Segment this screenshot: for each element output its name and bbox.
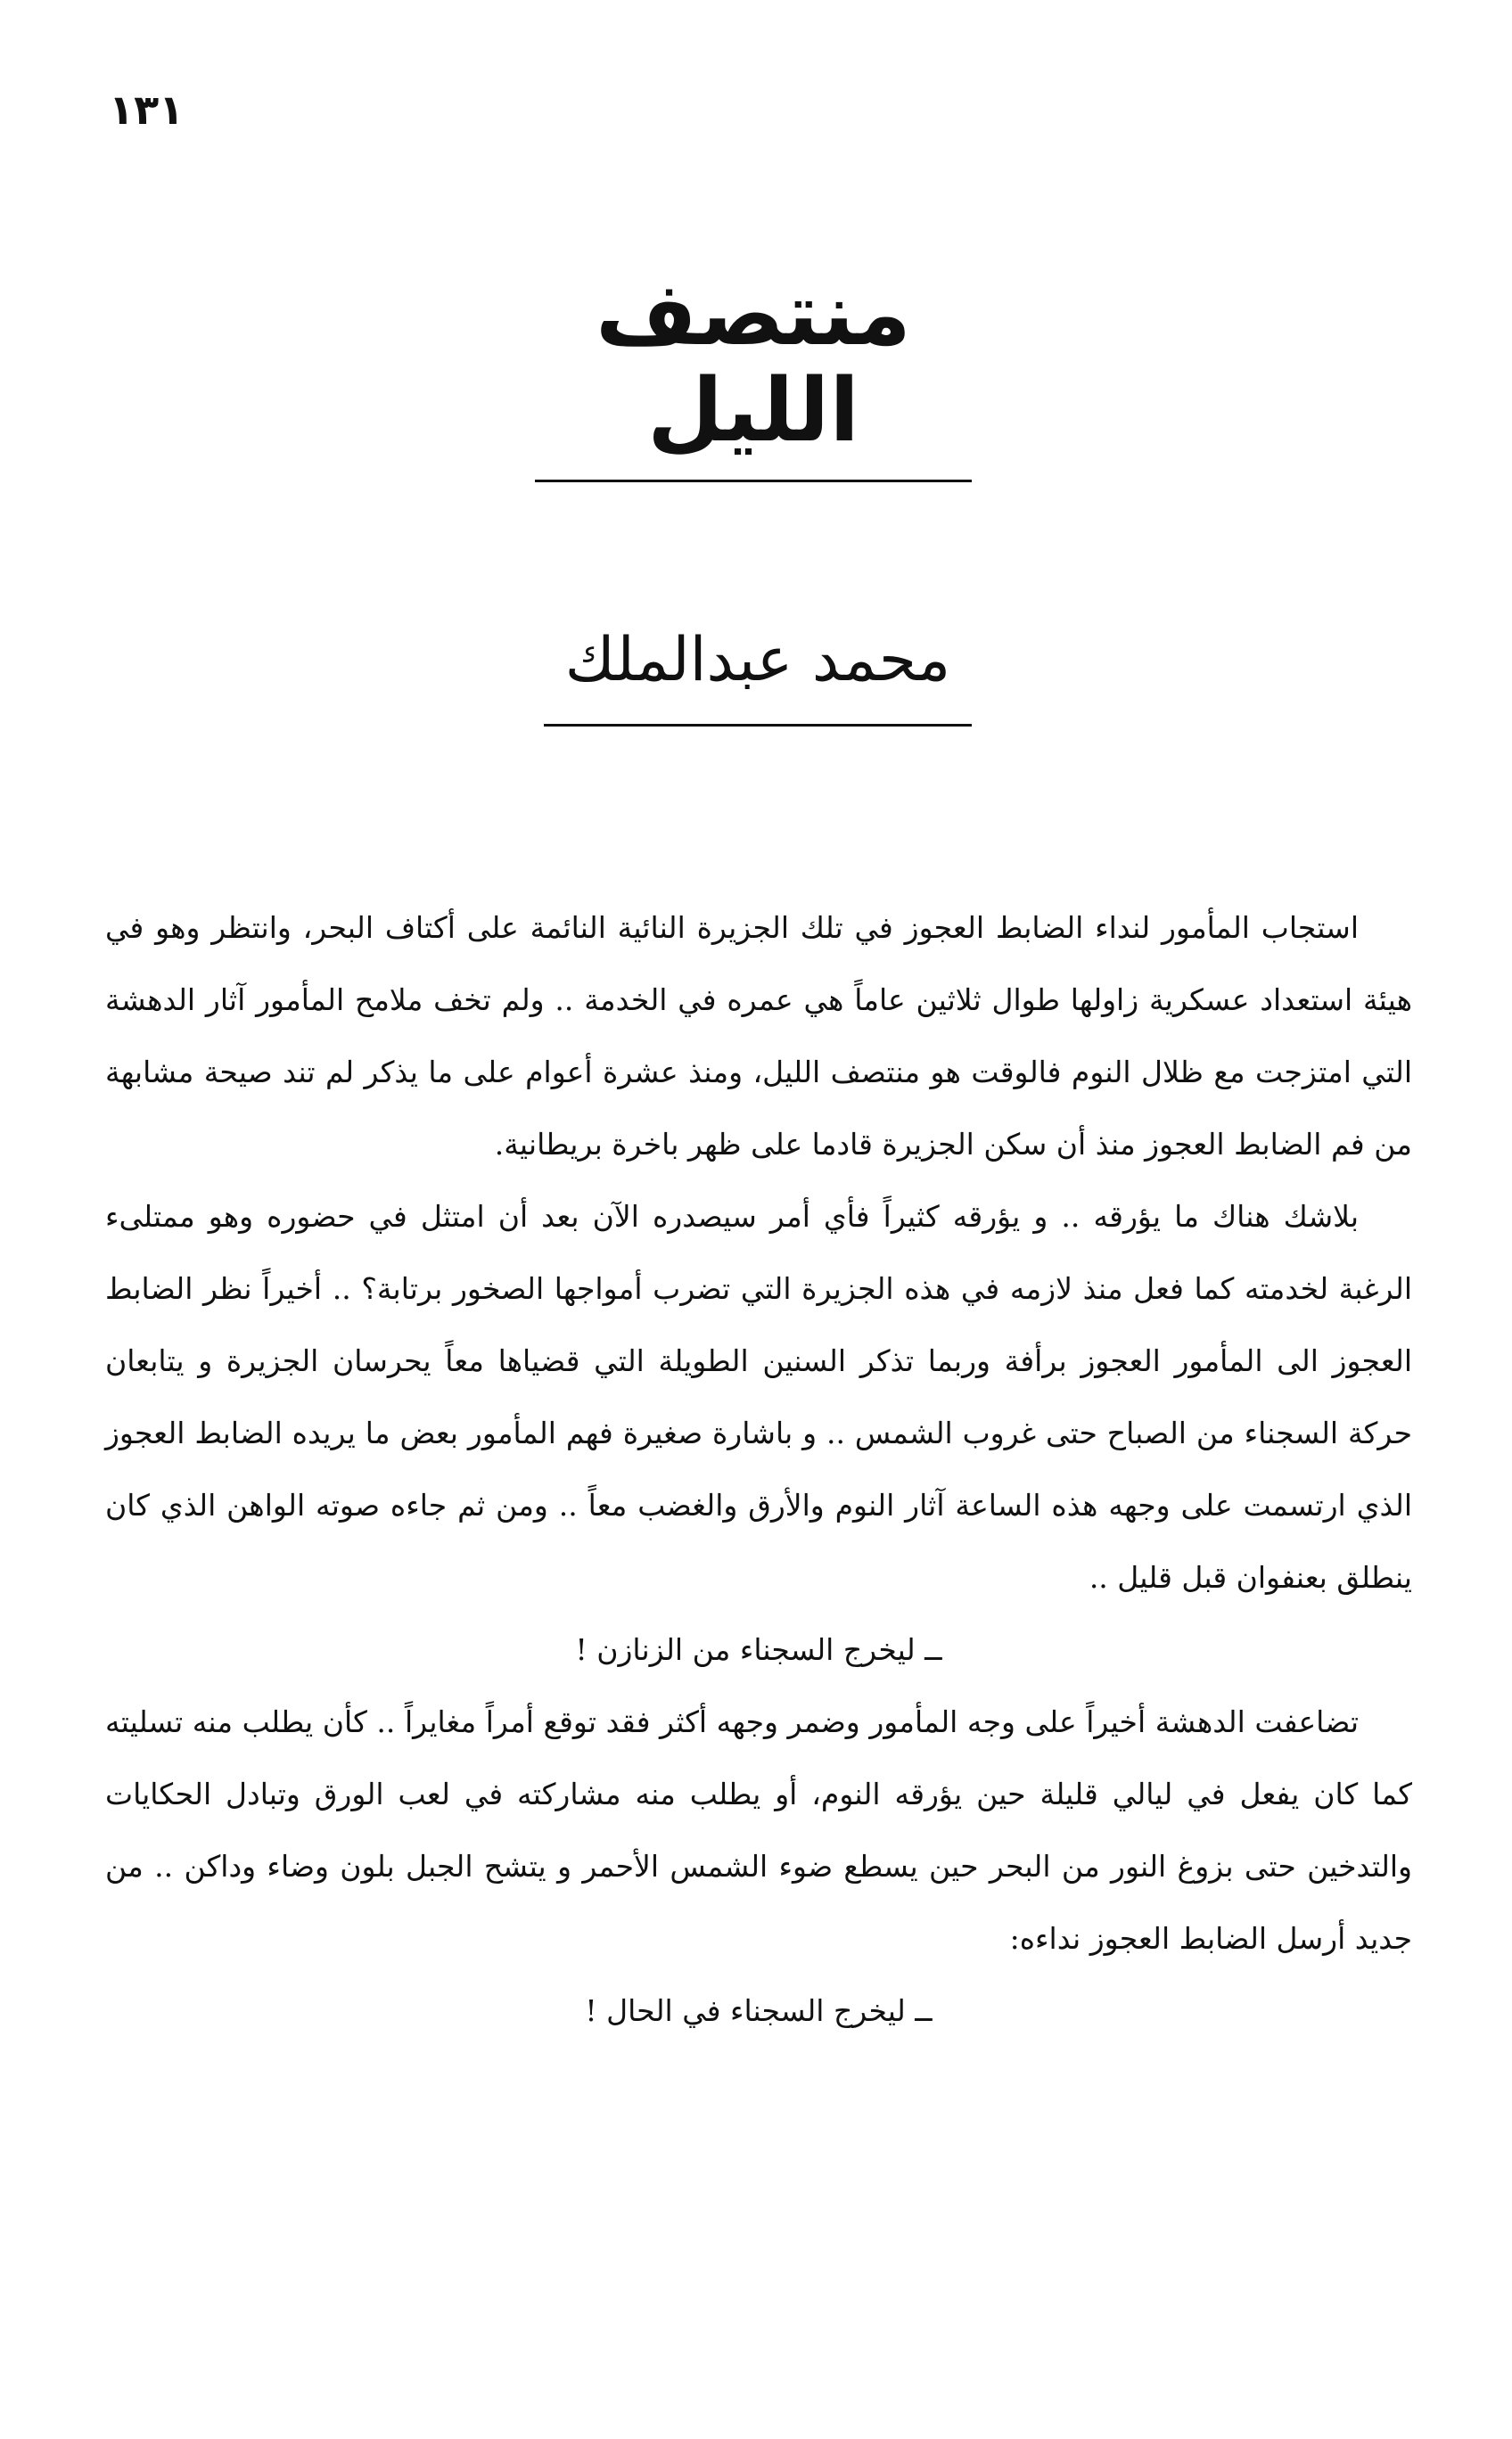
author-block bbox=[544, 624, 972, 727]
dialogue-1: ــ ليخرج السجناء من الزنازن ! bbox=[575, 1632, 942, 1667]
title-underline bbox=[535, 480, 972, 482]
paragraph-1: استجاب المأمور لنداء الضابط العجوز في تلك الجزيرة النائية النائمة على أكتاف البحر، وانتظر وهو في هيئة استعداد عسكرية زاولها طوال ثلاثين عاماً هي عمره في الخدمة .. ولم تخف ملامح المأمور آثار الدهشة التي امتزجت مع ظلال النوم فالوقت هو منتصف الليل، ومنذ عشرة أعوام على ما يذكر لم تند صيحة مشابهة من فم الضابط العجوز منذ أن سكن الجزيرة قادما على ظهر باخرة بريطانية. bbox=[105, 910, 1412, 1162]
author-underline bbox=[544, 724, 972, 727]
story-body bbox=[105, 891, 1412, 2047]
author-name: محمد عبدالملك bbox=[564, 625, 951, 695]
title-block bbox=[535, 264, 972, 482]
paragraph-2: بلاشك هناك ما يؤرقه .. و يؤرقه كثيراً فأي أمر سيصدره الآن بعد أن امتثل في حضوره وهو ممتلىء الرغبة لخدمته كما فعل منذ لازمه في هذه الجزيرة التي تضرب أمواجها الصخور برتابة؟ .. أخيراً نظر الضابط العجوز الى المأمور العجوز برأفة وربما تذكر السنين الطويلة التي قضياها معاً يحرسان الجزيرة و يتابعان حركة السجناء من الصباح حتى غروب الشمس .. و باشارة صغيرة فهم المأمور بعض ما يريده الضابط العجوز الذي ارتسمت على وجهه هذه الساعة آثار النوم والأرق والغضب معاً .. ومن ثم جاءه صوته الواهن الذي كان ينطلق بعنفوان قبل قليل .. bbox=[105, 1199, 1412, 1595]
page-number: ١٣١ bbox=[109, 86, 185, 134]
story-title: منتصف الليل bbox=[596, 264, 911, 462]
dialogue-2: ــ ليخرج السجناء في الحال ! bbox=[585, 1993, 933, 2028]
paragraph-3: تضاعفت الدهشة أخيراً على وجه المأمور وضمر وجهه أكثر فقد توقع أمراً مغايراً .. كأن يطلب منه تسليته كما كان يفعل في ليالي قليلة حين يؤرقه النوم، أو يطلب منه مشاركته في لعب الورق وتبادل الحكايات والتدخين حتى بزوغ النور من البحر حين يسطع ضوء الشمس الأحمر و يتشح الجبل بلون وضاء وداكن .. من جديد أرسل الضابط العجوز نداءه: bbox=[105, 1704, 1412, 1956]
